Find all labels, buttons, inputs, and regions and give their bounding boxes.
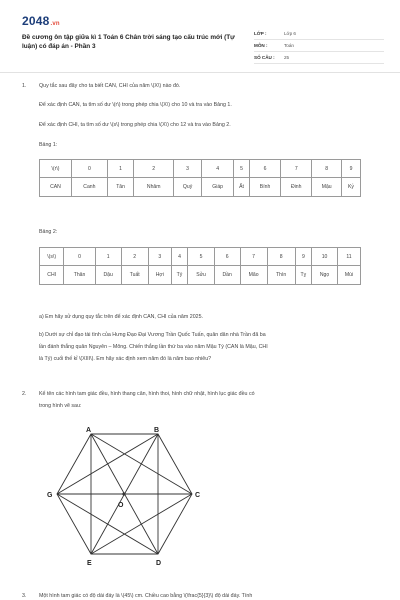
question-number: 3.: [22, 593, 27, 599]
table-row: [40, 266, 361, 285]
table-cell: 0: [64, 248, 95, 266]
table-cell: Tỵ: [295, 266, 312, 285]
table-cell: Nhâm: [134, 178, 174, 197]
table-cell: 8: [267, 248, 295, 266]
question-part-b-line: b) Dưới sự chỉ đạo tài tình của Hưng Đạo Đại Vương Trần Quốc Tuấn, quân dân nhà Trần đã ba: [39, 332, 266, 338]
table-cell: 3: [174, 160, 202, 178]
table-cell: 3: [148, 248, 171, 266]
table-cell: \(r\): [40, 160, 72, 178]
table-cell: Hợi: [148, 266, 171, 285]
meta-value: Toán: [284, 43, 294, 48]
meta-value: Lớp 6: [284, 31, 296, 36]
table-row: [40, 178, 361, 197]
meta-row-count: [254, 52, 384, 64]
diagonal-line: [57, 494, 158, 554]
table-cell: 8: [312, 160, 342, 178]
can-rule: Để xác định CAN, ta tìm số dư \(r\) trong phép chia \(X\) cho 10 và tra vào Bảng 1.: [39, 102, 232, 108]
table-cell: Mậu: [312, 178, 342, 197]
table-cell: 7: [240, 248, 267, 266]
meta-key: LỚP :: [254, 31, 267, 36]
table-cell: 5: [188, 248, 214, 266]
table-cell: Mão: [240, 266, 267, 285]
table-cell: 9: [295, 248, 312, 266]
table-cell: 1: [107, 160, 134, 178]
question-part-a: a) Em hãy sử dụng quy tắc trên để xác định CAN, CHI của năm 2025.: [39, 314, 204, 320]
vertex-label-a: A: [86, 427, 92, 434]
document-header: [22, 14, 382, 60]
question-part-b-line: là Tý) cuối thế kỉ \(XIII\). Em hãy xác định xem năm đó là năm bao nhiêu?: [39, 356, 212, 362]
table-cell: Dậu: [95, 266, 121, 285]
table-cell: 4: [202, 160, 234, 178]
hexagon-figure: [44, 424, 214, 570]
question-part-b-line: lần đánh thắng quân Nguyên – Mông. Chiến thắng lần thứ ba vào năm Mậu Tý (CAN là Mậu, CHI: [39, 344, 268, 350]
table-cell: CAN: [40, 178, 72, 197]
table-chi: [39, 247, 361, 285]
question-text-line: Một hình tam giác có độ dài đáy là \(45\) cm. Chiều cao bằng \(\frac{5}{3}\) độ dài đáy. Tính: [39, 593, 253, 599]
table-cell: Tuất: [121, 266, 148, 285]
table1-label: Bảng 1:: [39, 142, 58, 148]
table-cell: 9: [342, 160, 361, 178]
table2-label: Bảng 2:: [39, 229, 58, 235]
table-cell: Đinh: [281, 178, 312, 197]
table-cell: 11: [337, 248, 360, 266]
table-cell: 7: [281, 160, 312, 178]
table-cell: Kỷ: [342, 178, 361, 197]
header-divider: [0, 72, 400, 73]
table-row: [40, 248, 361, 266]
diagonal-line: [91, 434, 192, 494]
table-cell: Tý: [171, 266, 188, 285]
table-cell: 5: [234, 160, 250, 178]
table-cell: 6: [214, 248, 240, 266]
table-cell: 4: [171, 248, 188, 266]
table-row: [40, 160, 361, 178]
table-cell: CHI: [40, 266, 64, 285]
meta-value: 25: [284, 55, 290, 60]
center-point: [122, 492, 125, 495]
diagonal-line: [91, 494, 192, 554]
document-title: Đề cương ôn tập giữa kì 1 Toán 6 Chân trời sáng tạo cấu trúc mới (Tự luận) có đáp án - Phần 3: [22, 34, 235, 50]
table-cell: Thân: [64, 266, 95, 285]
table-cell: 2: [121, 248, 148, 266]
chi-rule: Để xác định CHI, ta tìm số dư \(s\) trong phép chia \(X\) cho 12 và tra vào Bảng 2.: [39, 122, 231, 128]
table-cell: 1: [95, 248, 121, 266]
table-cell: Dần: [214, 266, 240, 285]
table-cell: Tân: [107, 178, 134, 197]
table-cell: Ất: [234, 178, 250, 197]
vertex-label-g: G: [47, 492, 53, 499]
table-can: [39, 159, 361, 197]
site-logo[interactable]: 2048.vn: [22, 14, 60, 28]
meta-row-subject: [254, 40, 384, 52]
document-meta: [254, 28, 384, 64]
diagonal-line: [57, 434, 158, 494]
vertex-label-e: E: [87, 560, 92, 567]
question-number: 2.: [22, 391, 27, 397]
table-cell: 0: [71, 160, 107, 178]
question-number: 1.: [22, 83, 27, 89]
table-cell: 2: [134, 160, 174, 178]
table-cell: Giáp: [202, 178, 234, 197]
table-cell: Sửu: [188, 266, 214, 285]
table-cell: 6: [249, 160, 280, 178]
table-cell: Bính: [249, 178, 280, 197]
table-cell: Mùi: [337, 266, 360, 285]
table-cell: Canh: [71, 178, 107, 197]
question-text-line: trong hình vẽ sau:: [39, 403, 82, 409]
table-cell: 10: [312, 248, 338, 266]
vertex-label-b: B: [154, 427, 160, 434]
vertex-label-o: O: [118, 502, 124, 509]
table-cell: \(s\): [40, 248, 64, 266]
question-intro: Quy tắc sau đây cho ta biết CAN, CHI của năm \(X\) nào đó.: [39, 83, 181, 89]
table-cell: Quý: [174, 178, 202, 197]
table-cell: Thìn: [267, 266, 295, 285]
meta-row-grade: [254, 28, 384, 40]
vertex-label-d: D: [156, 560, 162, 567]
meta-key: MÔN :: [254, 43, 268, 48]
meta-key: SỐ CÂU :: [254, 55, 275, 60]
table-cell: Ngọ: [312, 266, 338, 285]
question-text-line: Kể tên các hình tam giác đều, hình thang cân, hình thoi, hình chữ nhật, hình lục giác đều có: [39, 391, 255, 397]
vertex-label-c: C: [195, 492, 201, 499]
